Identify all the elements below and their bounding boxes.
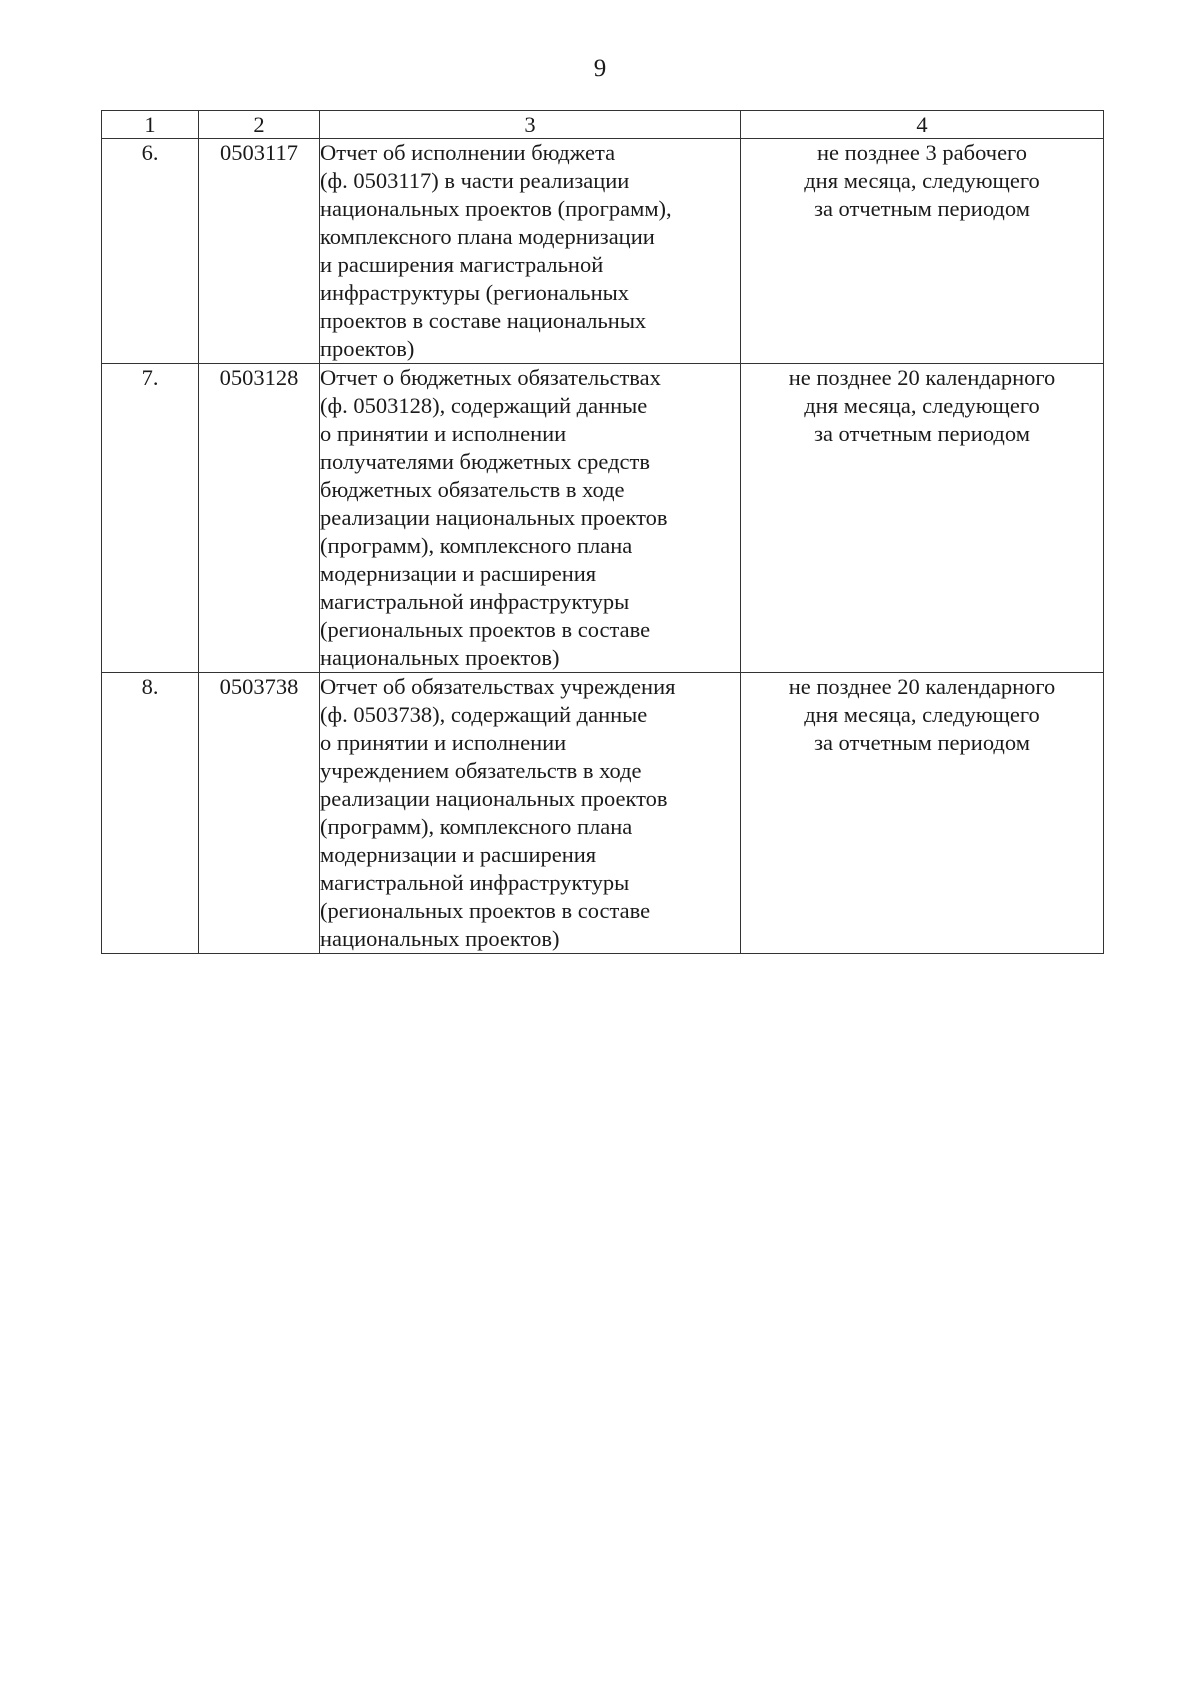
header-col-1: 1: [102, 111, 199, 139]
description-line: Отчет об исполнении бюджета: [320, 140, 616, 165]
row-number: 6.: [102, 139, 199, 364]
deadline-line: за отчетным периодом: [814, 196, 1030, 221]
header-col-3: 3: [320, 111, 741, 139]
form-description: [320, 364, 741, 673]
deadline-line: дня месяца, следующего: [804, 168, 1040, 193]
page-number: 9: [593, 55, 607, 82]
deadline-line: не позднее 3 рабочего: [817, 140, 1027, 165]
description-line: национальных проектов (программ),: [320, 196, 672, 221]
description-line: бюджетных обязательств в ходе: [320, 477, 625, 502]
description-line: (ф. 0503128), содержащий данные: [320, 393, 648, 418]
header-col-2: 2: [199, 111, 320, 139]
description-line: (программ), комплексного плана: [320, 814, 633, 839]
description-line: национальных проектов): [320, 645, 560, 670]
description-line: (ф. 0503738), содержащий данные: [320, 702, 648, 727]
description-line: о принятии и исполнении: [320, 421, 567, 446]
description-line: получателями бюджетных средств: [320, 449, 650, 474]
deadline-line: не позднее 20 календарного: [788, 674, 1056, 699]
form-code: 0503128: [199, 364, 320, 673]
table-row: [102, 673, 1104, 954]
table-row: [102, 139, 1104, 364]
form-description: [320, 139, 741, 364]
description-line: Отчет о бюджетных обязательствах: [320, 365, 661, 390]
description-line: магистральной инфраструктуры: [320, 589, 630, 614]
submission-deadline: [741, 364, 1104, 673]
description-line: (региональных проектов в составе: [320, 617, 651, 642]
table-row: [102, 364, 1104, 673]
row-number: 7.: [102, 364, 199, 673]
submission-deadline: [741, 673, 1104, 954]
description-line: (ф. 0503117) в части реализации: [320, 168, 630, 193]
deadline-line: дня месяца, следующего: [804, 702, 1040, 727]
submission-deadline: [741, 139, 1104, 364]
deadline-line: дня месяца, следующего: [804, 393, 1040, 418]
form-code: 0503738: [199, 673, 320, 954]
description-line: о принятии и исполнении: [320, 730, 567, 755]
description-line: и расширения магистральной: [320, 252, 604, 277]
description-line: комплексного плана модернизации: [320, 224, 655, 249]
table-header: [102, 111, 1104, 139]
deadline-line: не позднее 20 календарного: [788, 365, 1056, 390]
header-col-4: 4: [741, 111, 1104, 139]
description-line: проектов в составе национальных: [320, 308, 647, 333]
deadline-line: за отчетным периодом: [814, 421, 1030, 446]
form-description: [320, 673, 741, 954]
description-line: (региональных проектов в составе: [320, 898, 651, 923]
row-number: 8.: [102, 673, 199, 954]
description-line: проектов): [320, 336, 415, 361]
form-code: 0503117: [199, 139, 320, 364]
description-line: реализации национальных проектов: [320, 786, 668, 811]
description-line: Отчет об обязательствах учреждения: [320, 674, 676, 699]
header-row: [102, 111, 1104, 139]
description-line: (программ), комплексного плана: [320, 533, 633, 558]
table-body: [102, 139, 1104, 954]
description-line: магистральной инфраструктуры: [320, 870, 630, 895]
description-line: модернизации и расширения: [320, 561, 597, 586]
description-line: модернизации и расширения: [320, 842, 597, 867]
description-line: учреждением обязательств в ходе: [320, 758, 642, 783]
description-line: инфраструктуры (региональных: [320, 280, 629, 305]
description-line: реализации национальных проектов: [320, 505, 668, 530]
description-line: национальных проектов): [320, 926, 560, 951]
deadline-line: за отчетным периодом: [814, 730, 1030, 755]
reporting-forms-table: [101, 110, 1104, 954]
